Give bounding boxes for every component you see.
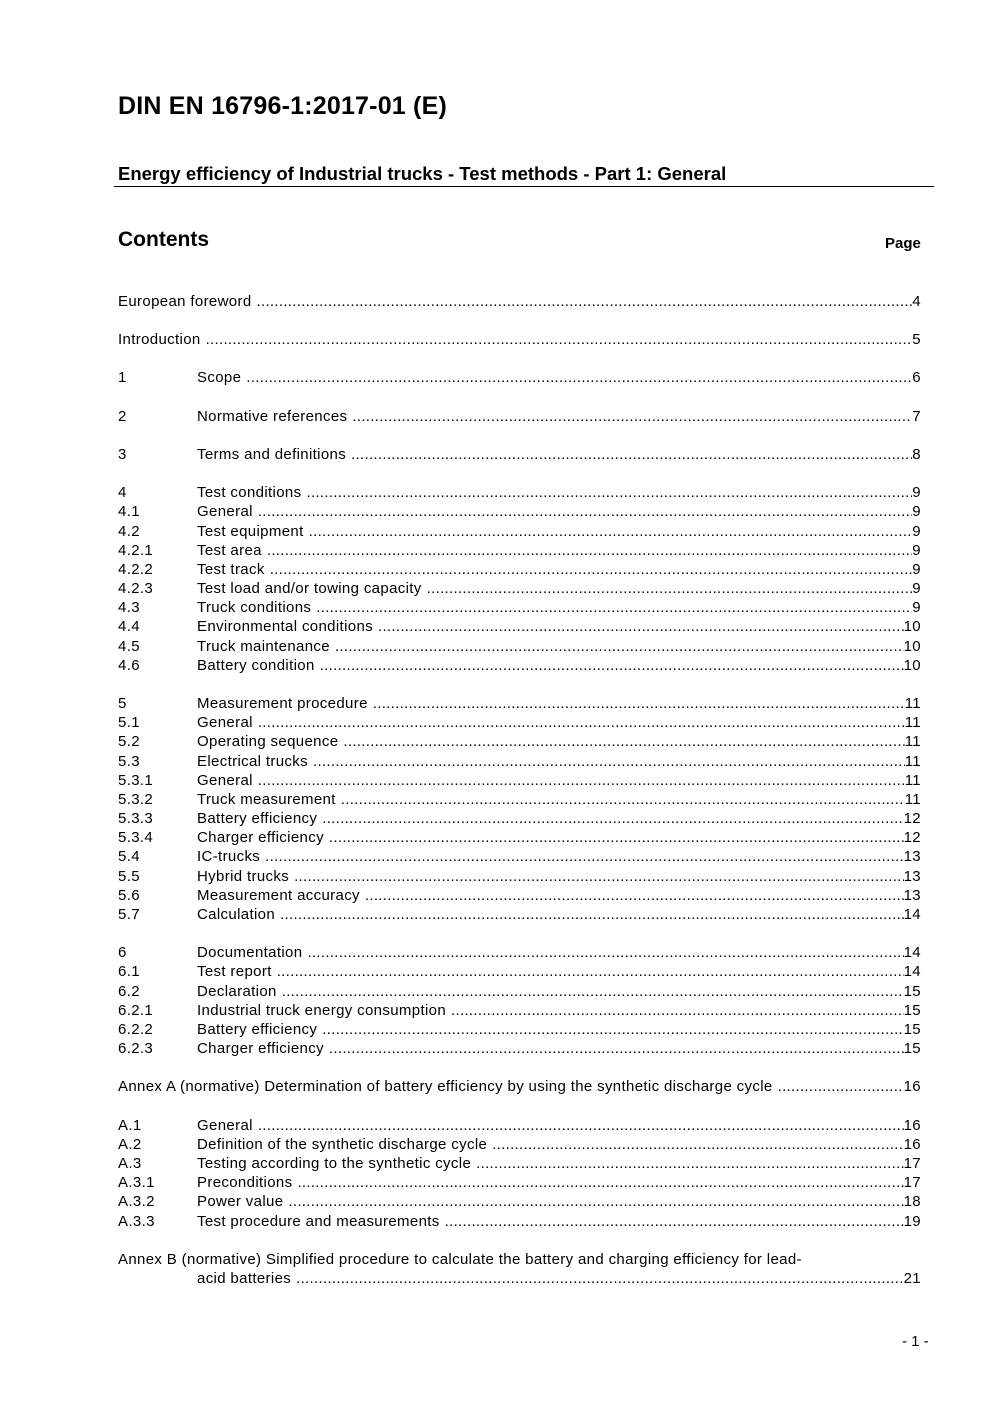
toc-entry[interactable] bbox=[118, 790, 921, 809]
toc-entry[interactable] bbox=[118, 886, 921, 905]
toc-entry-number: 6.2.1 bbox=[118, 1002, 154, 1019]
toc-leader-dots bbox=[373, 694, 905, 713]
toc-leader-dots bbox=[294, 867, 904, 886]
toc-entry-number: 4.3 bbox=[118, 599, 140, 616]
toc-entry-number: 5 bbox=[118, 695, 127, 712]
toc-entry-number: 4.6 bbox=[118, 657, 140, 674]
toc-entry[interactable] bbox=[118, 483, 921, 502]
toc-entry-number: A.1 bbox=[118, 1117, 142, 1134]
toc-entry-title: Charger efficiency bbox=[197, 1040, 324, 1057]
toc-entry-page: 13 bbox=[903, 887, 921, 904]
toc-leader-dots bbox=[206, 330, 913, 349]
toc-entry[interactable] bbox=[118, 713, 921, 732]
toc-entry-number: A.3 bbox=[118, 1155, 142, 1172]
toc-leader-dots bbox=[313, 752, 905, 771]
toc-entry-number: 6.2.3 bbox=[118, 1040, 154, 1057]
toc-entry[interactable] bbox=[118, 368, 921, 387]
toc-leader-dots bbox=[320, 656, 904, 675]
toc-entry-page: 9 bbox=[912, 484, 921, 501]
toc-entry-number: 1 bbox=[118, 369, 127, 386]
toc-entry-number: 5.1 bbox=[118, 714, 140, 731]
toc-entry-title: Normative references bbox=[197, 408, 348, 425]
toc-entry[interactable] bbox=[118, 847, 921, 866]
toc-entry-number: A.3.3 bbox=[118, 1213, 155, 1230]
toc-entry[interactable] bbox=[118, 1039, 921, 1058]
toc-entry-number: 5.3.1 bbox=[118, 772, 154, 789]
toc-entry-number: 6.2.2 bbox=[118, 1021, 154, 1038]
toc-entry[interactable] bbox=[118, 982, 921, 1001]
title-divider bbox=[114, 186, 934, 187]
toc-leader-dots bbox=[451, 1001, 904, 1020]
toc-entry-title: General bbox=[197, 503, 253, 520]
toc-entry-page: 11 bbox=[904, 753, 921, 770]
toc-entry-page: 4 bbox=[912, 293, 921, 310]
toc-entry-page: 14 bbox=[903, 944, 921, 961]
toc-entry-number: 4.4 bbox=[118, 618, 140, 635]
toc-leader-dots bbox=[282, 982, 904, 1001]
toc-entry-title: General bbox=[197, 1117, 253, 1134]
toc-leader-dots bbox=[351, 445, 912, 464]
toc-entry-page: 11 bbox=[904, 695, 921, 712]
toc-entry-page: 9 bbox=[912, 503, 921, 520]
toc-entry-number: 2 bbox=[118, 408, 127, 425]
toc-entry-page: 8 bbox=[912, 446, 921, 463]
toc-entry-page: 5 bbox=[912, 331, 921, 348]
toc-leader-dots bbox=[297, 1173, 903, 1192]
page-number: - 1 - bbox=[902, 1333, 929, 1350]
toc-entry-number: 4.2.1 bbox=[118, 542, 154, 559]
toc-entry-number: 5.6 bbox=[118, 887, 140, 904]
toc-leader-dots bbox=[329, 1039, 904, 1058]
toc-entry-number: 5.2 bbox=[118, 733, 140, 750]
toc-leader-dots bbox=[265, 847, 903, 866]
toc-entry[interactable] bbox=[118, 522, 921, 541]
toc-entry[interactable] bbox=[118, 407, 921, 426]
toc-entry[interactable] bbox=[118, 867, 921, 886]
toc-entry[interactable] bbox=[118, 598, 921, 617]
toc-entry-number: 4.2 bbox=[118, 523, 140, 540]
toc-entry-title: Environmental conditions bbox=[197, 618, 373, 635]
toc-leader-dots bbox=[258, 502, 912, 521]
toc-entry[interactable] bbox=[118, 828, 921, 847]
toc-entry-title: Test procedure and measurements bbox=[197, 1213, 440, 1230]
toc-entry-number: 3 bbox=[118, 446, 127, 463]
toc-entry-page: 15 bbox=[903, 1040, 921, 1057]
toc-entry-page: 15 bbox=[903, 1002, 921, 1019]
toc-entry-title: General bbox=[197, 714, 253, 731]
toc-entry-title: Battery condition bbox=[197, 657, 315, 674]
toc-entry-page: 6 bbox=[912, 369, 921, 386]
toc-leader-dots bbox=[335, 637, 904, 656]
toc-entry-number: A.2 bbox=[118, 1136, 142, 1153]
toc-entry-page: 16 bbox=[903, 1078, 921, 1095]
toc-entry-page: 12 bbox=[903, 810, 921, 827]
toc-entry[interactable] bbox=[118, 1173, 921, 1192]
toc-entry-title: IC-trucks bbox=[197, 848, 261, 865]
toc-entry[interactable] bbox=[118, 579, 921, 598]
toc-entry-title: Declaration bbox=[197, 983, 277, 1000]
toc-entry-title: Annex A (normative) Determination of battery efficiency by using the synthetic discharge cycle bbox=[118, 1078, 773, 1095]
toc-entry-title: Operating sequence bbox=[197, 733, 339, 750]
toc-entry-page: 7 bbox=[912, 408, 921, 425]
toc-entry-page: 15 bbox=[903, 983, 921, 1000]
toc-entry-title: Charger efficiency bbox=[197, 829, 324, 846]
toc-leader-dots bbox=[246, 368, 912, 387]
contents-heading: Contents bbox=[118, 228, 209, 251]
toc-entry-number: 5.3.2 bbox=[118, 791, 154, 808]
toc-leader-dots bbox=[296, 1269, 903, 1288]
toc-entry-page: 9 bbox=[912, 580, 921, 597]
toc-entry-page: 9 bbox=[912, 542, 921, 559]
toc-leader-dots bbox=[378, 617, 904, 636]
toc-entry-page: 11 bbox=[904, 772, 921, 789]
toc-entry-page: 13 bbox=[903, 848, 921, 865]
page-column-heading: Page bbox=[885, 235, 921, 252]
toc-leader-dots bbox=[280, 905, 904, 924]
toc-entry-title: Definition of the synthetic discharge cycle bbox=[197, 1136, 488, 1153]
toc-entry-page: 19 bbox=[903, 1213, 921, 1230]
toc-entry-number: 5.3 bbox=[118, 753, 140, 770]
toc-annex-b-page: 21 bbox=[903, 1270, 921, 1287]
toc-entry[interactable] bbox=[118, 502, 921, 521]
toc-entry-title: Hybrid trucks bbox=[197, 868, 290, 885]
toc-entry-title: Terms and definitions bbox=[197, 446, 347, 463]
toc-leader-dots bbox=[307, 943, 903, 962]
toc-leader-dots bbox=[306, 483, 912, 502]
document-id: DIN EN 16796-1:2017-01 (E) bbox=[118, 92, 447, 120]
toc-entry-title: Industrial truck energy consumption bbox=[197, 1002, 447, 1019]
toc-entry-number: 5.7 bbox=[118, 906, 140, 923]
toc-entry-page: 11 bbox=[904, 733, 921, 750]
toc-annex-b-row[interactable] bbox=[118, 1269, 921, 1288]
toc-annex-b-title-line2: acid batteries bbox=[197, 1270, 292, 1287]
toc-entry[interactable] bbox=[118, 656, 921, 675]
toc-entry[interactable] bbox=[118, 1020, 921, 1039]
toc-entry-page: 13 bbox=[903, 868, 921, 885]
toc-entry-page: 14 bbox=[903, 906, 921, 923]
toc-entry[interactable] bbox=[118, 637, 921, 656]
toc-entry-title: Truck maintenance bbox=[197, 638, 330, 655]
toc-entry[interactable] bbox=[118, 1212, 921, 1231]
toc-entry-title: European foreword bbox=[118, 293, 252, 310]
toc-leader-dots bbox=[492, 1135, 903, 1154]
toc-entry[interactable] bbox=[118, 732, 921, 751]
toc-entry-page: 17 bbox=[903, 1174, 921, 1191]
toc-entry[interactable] bbox=[118, 1154, 921, 1173]
document-title: Energy efficiency of Industrial trucks - Test methods - Part 1: General bbox=[118, 163, 727, 184]
toc-entry-title: Scope bbox=[197, 369, 242, 386]
toc-entry-page: 11 bbox=[904, 791, 921, 808]
toc-entry-page: 15 bbox=[903, 1021, 921, 1038]
toc-entry-page: 18 bbox=[903, 1193, 921, 1210]
toc-leader-dots bbox=[445, 1212, 904, 1231]
toc-entry-title: Electrical trucks bbox=[197, 753, 308, 770]
toc-entry-number: A.3.2 bbox=[118, 1193, 155, 1210]
toc-entry-page: 10 bbox=[903, 657, 921, 674]
toc-leader-dots bbox=[277, 962, 904, 981]
toc-leader-dots bbox=[322, 1020, 903, 1039]
toc-entry[interactable] bbox=[118, 560, 921, 579]
toc-entry-title: Testing according to the synthetic cycle bbox=[197, 1155, 472, 1172]
toc-entry[interactable] bbox=[118, 1192, 921, 1211]
toc-leader-dots bbox=[329, 828, 904, 847]
toc-entry-number: A.3.1 bbox=[118, 1174, 155, 1191]
toc-leader-dots bbox=[270, 560, 913, 579]
toc-entry-page: 14 bbox=[903, 963, 921, 980]
toc-entry-number: 4.2.3 bbox=[118, 580, 154, 597]
toc-entry-title: Test conditions bbox=[197, 484, 302, 501]
toc-leader-dots bbox=[365, 886, 904, 905]
toc-leader-dots bbox=[778, 1077, 904, 1096]
toc-entry-page: 12 bbox=[903, 829, 921, 846]
toc-leader-dots bbox=[257, 292, 913, 311]
toc-entry-title: Truck measurement bbox=[197, 791, 336, 808]
toc-entry[interactable] bbox=[118, 445, 921, 464]
toc-leader-dots bbox=[427, 579, 913, 598]
toc-entry-page: 9 bbox=[912, 561, 921, 578]
toc-entry-title: Calculation bbox=[197, 906, 276, 923]
toc-entry-title: Documentation bbox=[197, 944, 303, 961]
toc-entry[interactable] bbox=[118, 330, 921, 349]
toc-entry-title: Measurement accuracy bbox=[197, 887, 360, 904]
toc-entry[interactable] bbox=[118, 771, 921, 790]
toc-entry-number: 5.4 bbox=[118, 848, 140, 865]
toc-leader-dots bbox=[288, 1192, 903, 1211]
toc-entry-number: 4.1 bbox=[118, 503, 140, 520]
toc-entry-title: Test track bbox=[197, 561, 265, 578]
toc-entry-page: 10 bbox=[903, 638, 921, 655]
toc-leader-dots bbox=[258, 771, 905, 790]
toc-entry-number: 6.2 bbox=[118, 983, 140, 1000]
toc-entry[interactable] bbox=[118, 694, 921, 713]
toc-leader-dots bbox=[258, 1116, 904, 1135]
toc-entry-title: Battery efficiency bbox=[197, 1021, 318, 1038]
toc-entry-number: 5.3.4 bbox=[118, 829, 154, 846]
toc-indent bbox=[118, 1269, 197, 1288]
toc-leader-dots bbox=[267, 541, 912, 560]
toc-entry-number: 6.1 bbox=[118, 963, 140, 980]
toc-entry-page: 16 bbox=[903, 1136, 921, 1153]
toc-entry-title: Test load and/or towing capacity bbox=[197, 580, 422, 597]
toc-entry-number: 4.5 bbox=[118, 638, 140, 655]
toc-entry-number: 5.3.3 bbox=[118, 810, 154, 827]
toc-entry[interactable] bbox=[118, 617, 921, 636]
toc-leader-dots bbox=[316, 598, 912, 617]
toc-entry[interactable] bbox=[118, 962, 921, 981]
toc-entry-title: Test report bbox=[197, 963, 272, 980]
toc-entry[interactable] bbox=[118, 292, 921, 311]
toc-entry[interactable] bbox=[118, 809, 921, 828]
toc-entry-title: Measurement procedure bbox=[197, 695, 368, 712]
toc-leader-dots bbox=[309, 522, 913, 541]
toc-entry[interactable] bbox=[118, 541, 921, 560]
toc-entry-page: 11 bbox=[904, 714, 921, 731]
toc-entry-number: 4.2.2 bbox=[118, 561, 154, 578]
toc-entry-page: 9 bbox=[912, 523, 921, 540]
toc-leader-dots bbox=[341, 790, 905, 809]
toc-leader-dots bbox=[322, 809, 903, 828]
toc-entry-title: Battery efficiency bbox=[197, 810, 318, 827]
toc-entry-number: 6 bbox=[118, 944, 127, 961]
toc-entry-page: 16 bbox=[903, 1117, 921, 1134]
toc-entry[interactable] bbox=[118, 1116, 921, 1135]
toc-leader-dots bbox=[343, 732, 904, 751]
toc-entry[interactable] bbox=[118, 1135, 921, 1154]
toc-entry-page: 10 bbox=[903, 618, 921, 635]
toc-entry[interactable] bbox=[118, 905, 921, 924]
toc-entry[interactable] bbox=[118, 1077, 921, 1096]
toc-entry[interactable] bbox=[118, 752, 921, 771]
toc-entry[interactable] bbox=[118, 943, 921, 962]
toc-entry-title: Power value bbox=[197, 1193, 284, 1210]
toc-entry-number: 4 bbox=[118, 484, 127, 501]
toc-entry-title: Test area bbox=[197, 542, 262, 559]
toc-annex-b-title-line1[interactable]: Annex B (normative) Simplified procedure to calculate the battery and charging efficiency for lead- bbox=[118, 1251, 802, 1268]
toc-entry-number: 5.5 bbox=[118, 868, 140, 885]
toc-entry-page: 17 bbox=[903, 1155, 921, 1172]
toc-leader-dots bbox=[476, 1154, 903, 1173]
toc-entry-title: Test equipment bbox=[197, 523, 304, 540]
toc-entry-title: Preconditions bbox=[197, 1174, 293, 1191]
toc-entry-title: Truck conditions bbox=[197, 599, 312, 616]
toc-entry-page: 9 bbox=[912, 599, 921, 616]
toc-entry[interactable] bbox=[118, 1001, 921, 1020]
toc-entry-title: Introduction bbox=[118, 331, 201, 348]
toc-leader-dots bbox=[258, 713, 905, 732]
toc-leader-dots bbox=[352, 407, 912, 426]
toc-entry-title: General bbox=[197, 772, 253, 789]
